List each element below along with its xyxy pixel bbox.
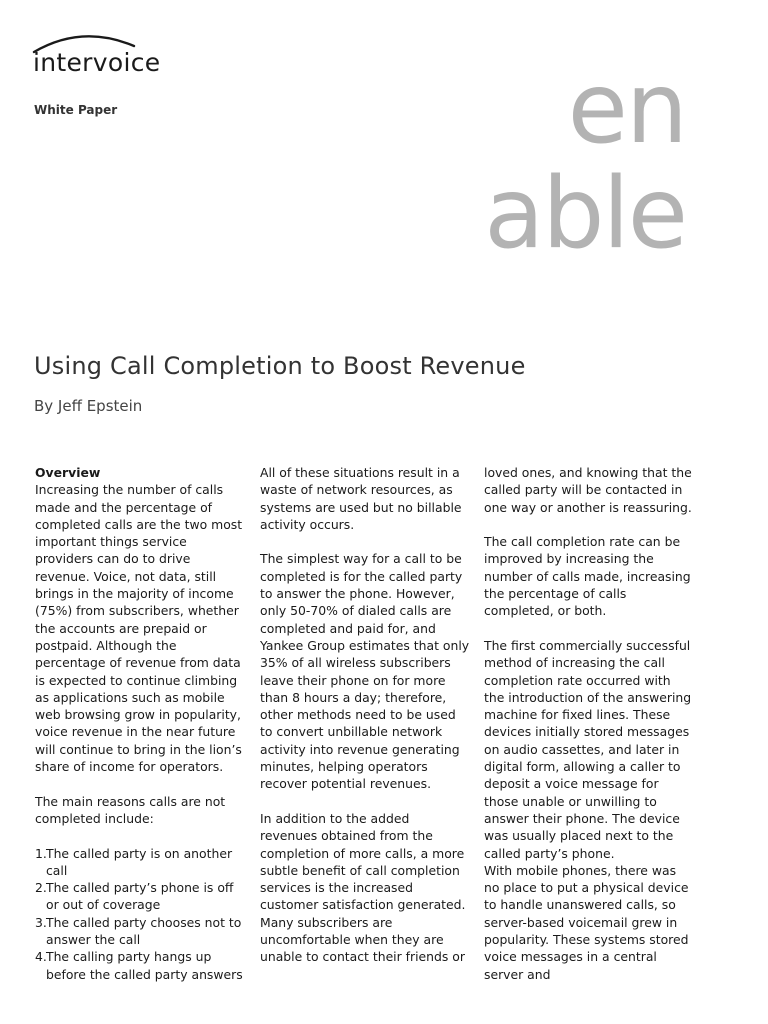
- paragraph: The simplest way for a call to be completed is for the called party to answer the phone. However, only 50-70% of dialed calls are completed and paid for, and Yankee Group estimates that only 35% of all wireless subscribers leave their phone on for more than 8 hours a day; therefore, other methods need to be used to convert unbillable network activity into revenue generating minutes, helping operators recover potential revenues.: [260, 551, 470, 792]
- list-item: [35, 914, 245, 949]
- brand-word-line-2: able: [484, 157, 686, 271]
- paragraph: Increasing the number of calls made and the percentage of completed calls are the two most important things service providers can do to drive revenue. Voice, not data, still brings in the majority of income (75%) from subscribers, whether the accounts are prepaid or postpaid. Although the percentage of revenue from data is expected to continue climbing as applications such as mobile web browsing grow in popularity, voice revenue in the near future will continue to bring in the lion’s share of income for operators.: [35, 482, 243, 775]
- list-item: [35, 879, 245, 914]
- paragraph: With mobile phones, there was no place to put a physical device to handle unanswered calls, so server-based voicemail grew in popularity. These systems stored voice messages in a central server and: [484, 862, 689, 982]
- list-number: 2.: [35, 880, 47, 896]
- article-byline: By Jeff Epstein: [34, 397, 143, 415]
- list-item-text: The calling party hangs up before the called party answers: [46, 949, 243, 982]
- paragraph: In addition to the added revenues obtained from the completion of more calls, a more subtle benefit of call completion services is the increased customer satisfaction generated. Many subscribers are uncomfortable when they are unable to contact their friends or: [260, 810, 466, 965]
- section-heading-overview: Overview: [35, 465, 101, 480]
- list-item-text: The called party is on another call: [46, 845, 233, 878]
- paragraph: The call completion rate can be improved by increasing the number of calls made, increasing the percentage of calls completed, or both.: [484, 534, 691, 619]
- document-type-label: White Paper: [34, 103, 118, 117]
- paragraph: All of these situations result in a waste of network resources, as systems are used but no billable activity occurs.: [260, 465, 462, 532]
- list-item: [35, 845, 245, 880]
- text-column-1: [35, 464, 245, 983]
- paragraph: loved ones, and knowing that the called party will be contacted in one way or another is reassuring.: [484, 465, 692, 515]
- text-column-2: [260, 464, 470, 983]
- list-item-text: The called party chooses not to answer the call: [46, 914, 242, 948]
- list-number: 1.: [35, 845, 47, 861]
- reasons-list: [35, 845, 245, 983]
- brand-word-line-1: en: [567, 52, 686, 166]
- list-number: 4.: [35, 949, 47, 965]
- text-column-3: [484, 464, 694, 1000]
- list-item: [35, 948, 245, 983]
- article-title: Using Call Completion to Boost Revenue: [34, 352, 526, 380]
- paragraph: The main reasons calls are not completed include:: [35, 793, 226, 826]
- intervoice-logo: [32, 30, 182, 86]
- paragraph: The first commercially successful method of increasing the call completion rate occurred with the introduction of the answering machine for fixed lines. These devices initially stored messages on audio cassettes, and later in digital form, allowing a caller to deposit a voice message for those unable or unwilling to answer their phone. The device was usually placed next to the called party’s phone.: [484, 637, 692, 861]
- logo-wordmark: intervoice: [33, 48, 161, 77]
- list-number: 3.: [35, 914, 47, 930]
- list-item-text: The called party’s phone is off or out of coverage: [46, 880, 234, 913]
